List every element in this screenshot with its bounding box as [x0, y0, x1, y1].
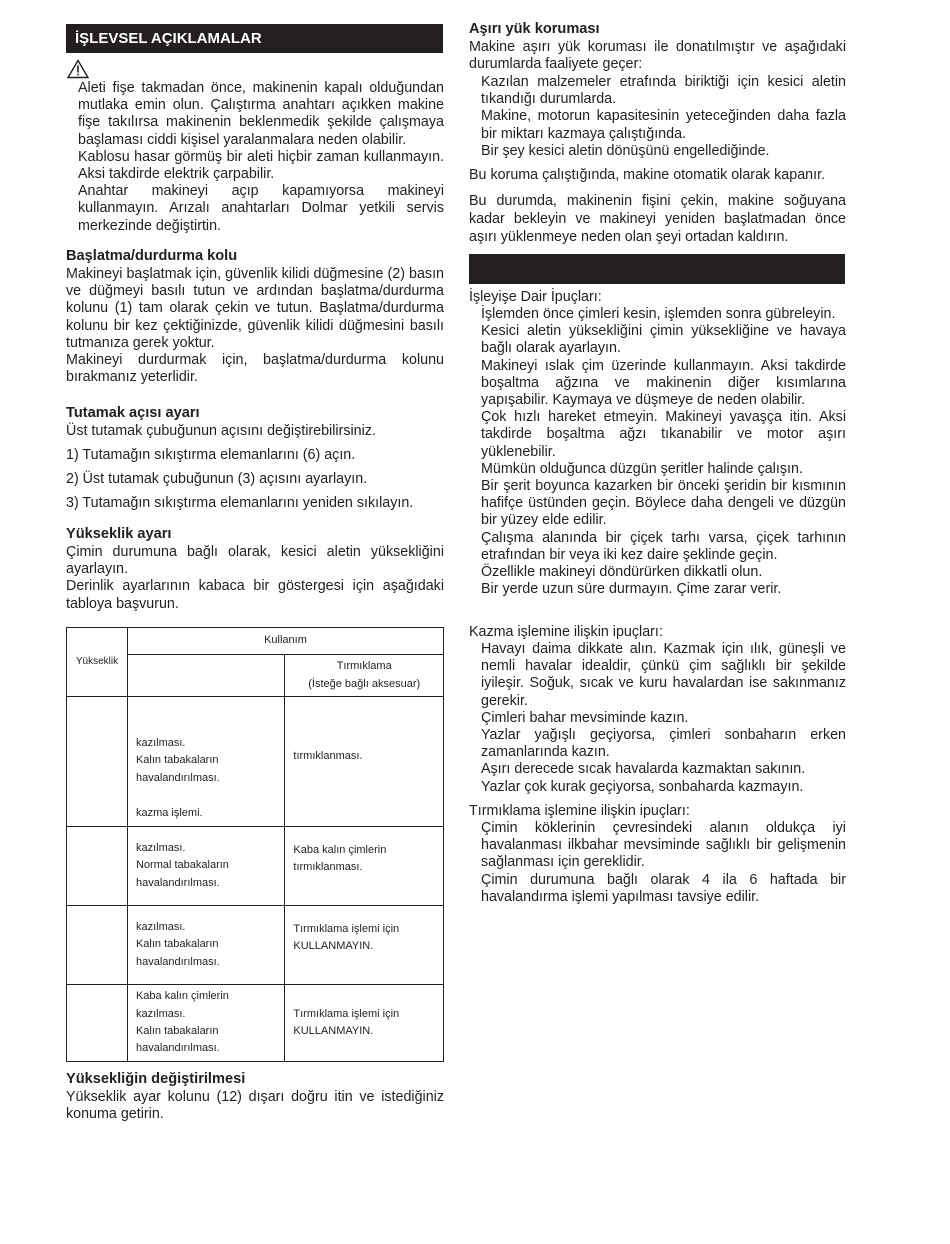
- table-row: [67, 906, 444, 985]
- list-item: Yazlar çok kurak geçiyorsa, sonbaharda kazmayın.: [481, 778, 804, 795]
- raking-header-line: Tırmıklama: [336, 660, 392, 673]
- height-settings-table: [66, 627, 444, 1062]
- table-cell-empty: [67, 697, 128, 827]
- table-cell: [285, 906, 444, 985]
- cell-line: havalandırılması.: [135, 876, 220, 889]
- table-raking-header: [285, 655, 444, 697]
- list-item: Yazlar yağışlı geçiyorsa, çimleri sonbaharın erken zamanlarında kazın.: [481, 727, 846, 761]
- cell-line: Kaba kalın çimlerin: [135, 990, 229, 1003]
- height-change-heading: Yüksekliğin değiştirilmesi: [66, 1071, 246, 1087]
- list-item: Kesici aletin yüksekliğini çimin yüksekliğine ve havaya bağlı olarak ayarlayın.: [481, 323, 846, 357]
- cell-line: havalandırılması.: [135, 771, 220, 784]
- height-adjust-paragraph: Derinlik ayarlarının kabaca bir göstergesi için aşağıdaki tabloya başvurun.: [66, 578, 444, 612]
- cell-line: Kalın tabakaların: [135, 938, 219, 951]
- cell-line: KULLANMAYIN.: [293, 1025, 374, 1037]
- raking-tips-intro: Tırmıklama işlemine ilişkin ipuçları:: [469, 803, 690, 819]
- table-cell: [127, 985, 284, 1062]
- raking-header-line: (İsteğe bağlı aksesuar): [308, 677, 421, 690]
- handle-angle-step: 3) Tutamağın sıkıştırma elemanlarını yeniden sıkılayın.: [66, 495, 414, 511]
- height-adjust-heading: Yükseklik ayarı: [66, 526, 172, 542]
- warning-paragraph: Anahtar makineyi açıp kapamıyorsa makineyi kullanmayın. Arızalı anahtarları Dolmar yetkili servis merkezinde değiştirtin.: [78, 183, 444, 234]
- list-item: Mümkün olduğunca düzgün şeritler halinde çalışın.: [481, 460, 803, 477]
- cell-line: Normal tabakaların: [135, 859, 229, 872]
- list-item: Bir yerde uzun süre durmayın. Çime zarar verir.: [481, 581, 782, 598]
- start-stop-heading: Başlatma/durdurma kolu: [66, 248, 238, 264]
- height-adjust-text: [66, 544, 444, 613]
- cell-line: [136, 787, 276, 804]
- raking-tips-list: [481, 820, 846, 906]
- height-adjust-paragraph: Çimin durumuna bağlı olarak, kesici aletin yüksekliğini ayarlayın.: [66, 544, 444, 578]
- list-item: Çalışma alanında bir çiçek tarhı varsa, çiçek tarhının etrafından bir veya iki kez daire şeklinde geçin.: [481, 529, 846, 563]
- digging-tips-list: [481, 641, 846, 796]
- overload-instructions: Bu durumda, makinenin fişini çekin, makine soğuyana kadar bekleyin ve makineyi yeniden başlatmadan önce aşırı yüklenmeye neden olan şeyi ortadan kaldırın.: [469, 193, 846, 245]
- list-item: Bir şey kesici aletin dönüşünü engellediğinde.: [481, 142, 770, 159]
- list-item: Kazılan malzemeler etrafında biriktiği için kesici aletin tıkandığı durumlarda.: [481, 74, 846, 108]
- table-row-header: Yükseklik: [67, 628, 128, 697]
- list-item: Çok hızlı hareket etmeyin. Makineyi yavaşça itin. Aksi takdirde boşaltma ağzı tıkanabilir ve motor aşırı yüklenebilir.: [481, 409, 846, 460]
- list-item: Çimin köklerinin çevresindeki alanın oldukça iyi havalanması ilkbahar mevsiminde sağlıklı bir gelişmenin sağlanması için gereklidir.: [481, 820, 846, 871]
- warning-paragraph: Kablosu hasar görmüş bir aleti hiçbir zaman kullanmayın. Aksi takdirde elektrik çarpabilir.: [78, 148, 444, 183]
- table-cell: [285, 697, 444, 827]
- cell-line: tırmıklanması.: [293, 861, 363, 873]
- list-item: Havayı daima dikkate alın. Kazmak için ılık, güneşli ve nemli havalar idealdir, çünkü çim sağlıklı bir şekilde iyileşir. Soğuk, sıcak ve kuru havalardan ise sakınmanız gerekir.: [481, 641, 846, 709]
- cell-line: KULLANMAYIN.: [293, 940, 374, 952]
- height-change-text: Yükseklik ayar kolunu (12) dışarı doğru itin ve istediğiniz konuma getirin.: [66, 1089, 444, 1123]
- cell-line: Tırmıklama işlemi için: [293, 922, 400, 935]
- cell-line: havalandırılması.: [135, 1042, 220, 1055]
- warning-block: [78, 80, 444, 235]
- table-row: [67, 985, 444, 1062]
- section-title-bar: [66, 24, 443, 53]
- section-bar-blank: [469, 254, 845, 284]
- overload-note: Bu koruma çalıştığında, makine otomatik olarak kapanır.: [469, 167, 826, 183]
- cell-line: Kalın tabakaların: [135, 754, 219, 767]
- table-cell-empty: [127, 655, 284, 697]
- list-item: Makine, motorun kapasitesinin yeteceğinden daha fazla bir miktarı kazmaya çalıştığında.: [481, 108, 846, 142]
- list-item: Çimin durumuna bağlı olarak 4 ila 6 haftada bir havalandırma işlemi yapılması tavsiye edilir.: [481, 871, 846, 905]
- handle-angle-step: 2) Üst tutamak çubuğunun (3) açısını ayarlayın.: [66, 471, 368, 487]
- table-usage-header: Kullanım: [127, 628, 443, 655]
- cell-line: Kaba kalın çimlerin: [293, 843, 387, 856]
- handle-angle-intro: Üst tutamak çubuğunun açısını değiştirebilirsiniz.: [66, 423, 376, 439]
- table-cell: [127, 906, 284, 985]
- table-row: [67, 697, 444, 827]
- handle-angle-heading: Tutamak açısı ayarı: [66, 405, 200, 421]
- cell-line: kazılması.: [135, 736, 186, 749]
- cell-line: kazılması.: [135, 1007, 186, 1020]
- cell-line: kazılması.: [135, 920, 186, 933]
- list-item: İşlemden önce çimleri kesin, işlemden sonra gübreleyin.: [481, 306, 836, 322]
- cell-line: kazılması.: [135, 841, 186, 854]
- table-cell: [127, 827, 284, 906]
- table-cell: [285, 827, 444, 906]
- section-title: İŞLEVSEL AÇIKLAMALAR: [75, 30, 262, 47]
- start-stop-text: [66, 266, 444, 386]
- warning-icon: [67, 59, 89, 79]
- warning-paragraph: Aleti fişe takmadan önce, makinenin kapalı olduğundan mutlaka emin olun. Çalıştırma anahtarı açıkken makine fişe takılırsa makinenin beklenmedik şekilde çalışmaya başlaması ciddi kişisel yaralanmalara neden olabilir.: [78, 80, 444, 148]
- list-item: Özellikle makineyi döndürürken dikkatli olun.: [481, 564, 763, 581]
- cell-line: kazma işlemi.: [135, 806, 203, 819]
- cell-line: Tırmıklama işlemi için: [293, 1007, 400, 1020]
- table-cell: [285, 985, 444, 1062]
- cell-line: tırmıklanması.: [293, 749, 363, 762]
- cell-line: havalandırılması.: [135, 955, 220, 968]
- table-row: [67, 827, 444, 906]
- operation-tips-intro: İşleyişe Dair İpuçları:: [469, 289, 602, 305]
- list-item: Aşırı derecede sıcak havalarda kazmaktan sakının.: [481, 761, 806, 778]
- table-cell-empty: [67, 906, 128, 985]
- start-stop-paragraph: Makineyi başlatmak için, güvenlik kilidi düğmesine (2) basın ve düğmeyi basılı tutun ve ardından başlatma/durdurma kolunu (1) tam olarak çekin ve tutun. Başlatma/durdurma kolunu bir kez çektiğinizde, güvenlik kilidi düğmesini basılı tutmanıza gerek yoktur.: [66, 266, 444, 351]
- overload-intro: Makine aşırı yük koruması ile donatılmıştır ve aşağıdaki durumlarda faaliyete geçer:: [469, 39, 846, 73]
- list-item: Çimleri bahar mevsiminde kazın.: [481, 709, 689, 726]
- overload-heading: Aşırı yük koruması: [469, 21, 600, 37]
- overload-list: [481, 74, 846, 160]
- start-stop-paragraph: Makineyi durdurmak için, başlatma/durdurma kolunu bırakmanız yeterlidir.: [66, 352, 444, 386]
- operation-tips-list: [481, 306, 846, 598]
- handle-angle-step: 1) Tutamağın sıkıştırma elemanlarını (6) açın.: [66, 447, 356, 463]
- digging-tips-intro: Kazma işlemine ilişkin ipuçları:: [469, 624, 663, 640]
- list-item: Makineyi ıslak çim üzerinde kullanmayın. Aksi takdirde boşaltma ağzına ve makinenin diğer kısımlarına yapışabilir. Kaymaya ve düşmeye de neden olabilir.: [481, 357, 846, 409]
- table-cell-empty: [67, 827, 128, 906]
- table-cell-empty: [67, 985, 128, 1062]
- list-item: Bir şerit boyunca kazarken bir önceki şeridin bir kısmının hafifçe üstünden geçin. Böylece daha dengeli ve düzgün bir yüzey elde edilir.: [481, 478, 846, 529]
- table-cell: [127, 697, 284, 827]
- cell-line: Kalın tabakaların: [135, 1025, 219, 1037]
